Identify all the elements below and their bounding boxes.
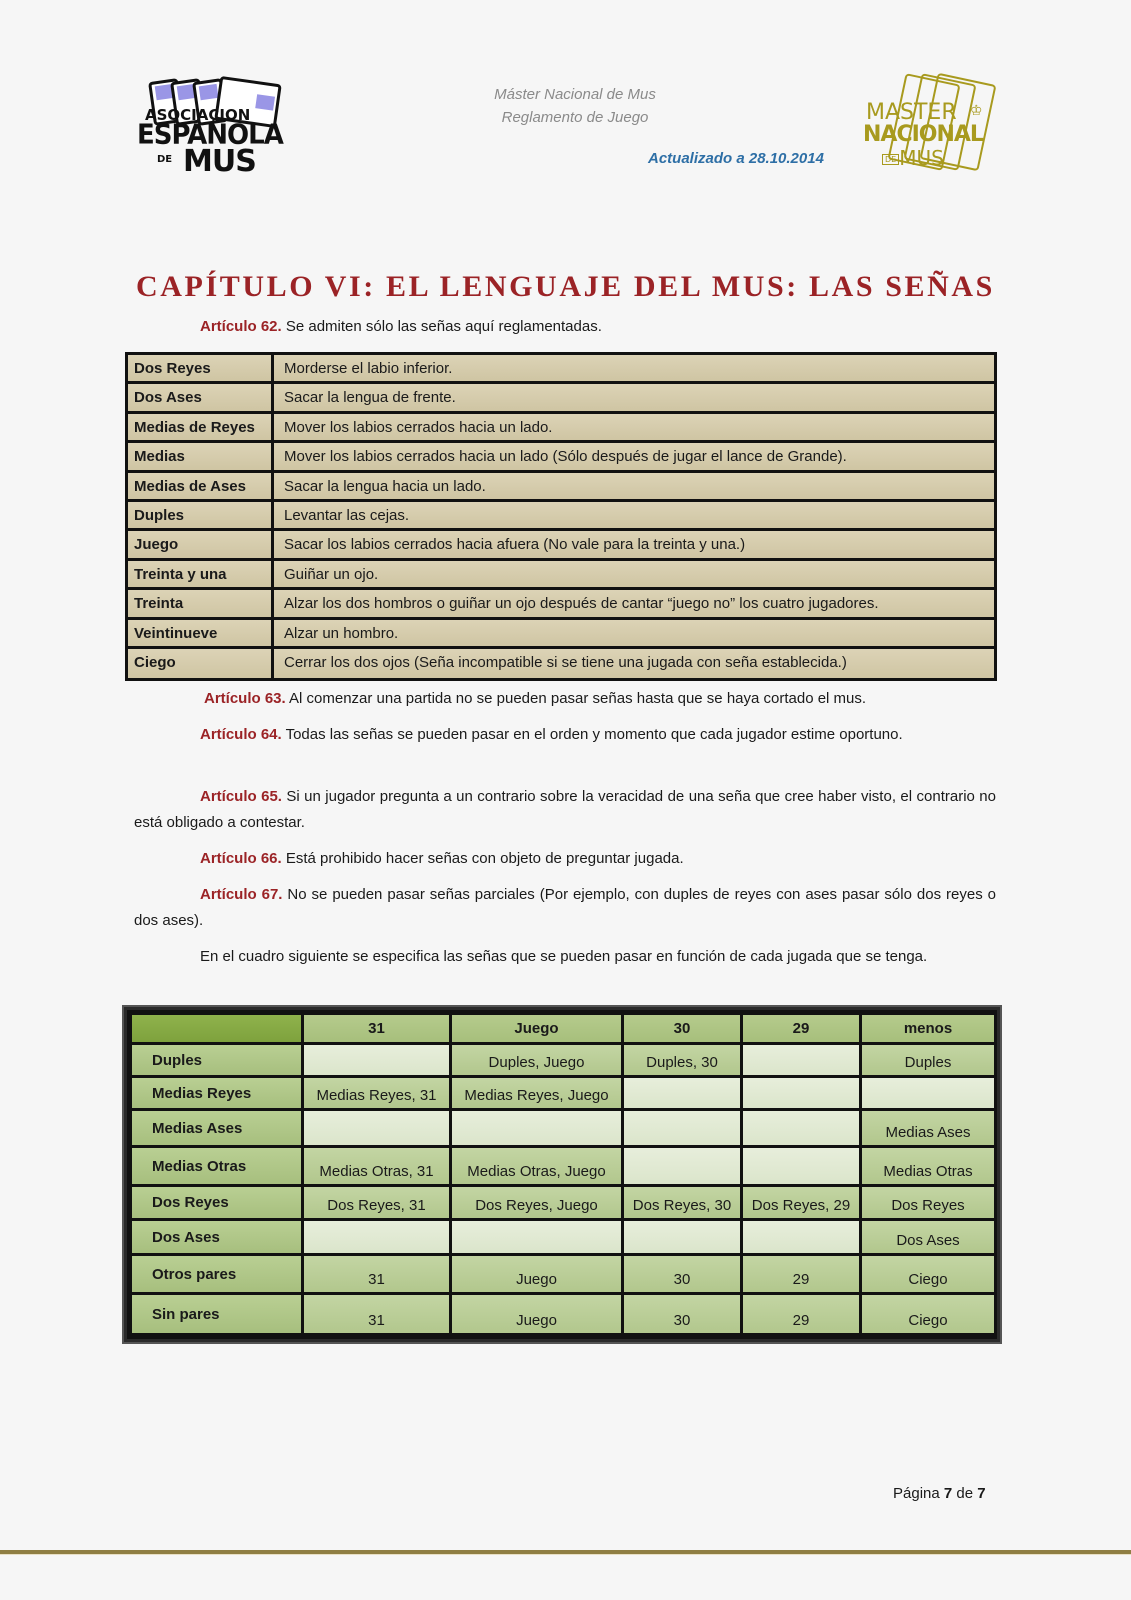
header-title-line2: Reglamento de Juego: [501, 109, 649, 126]
table-row: [128, 620, 994, 649]
article-63: [134, 686, 996, 712]
sign-name: Treinta y una: [128, 561, 274, 587]
sign-description: Mover los labios cerrados hacia un lado (Sólo después de jugar el lance de Grande).: [274, 443, 994, 469]
sign-name: Medias: [128, 443, 274, 469]
logo-text-asociacion: ASOCIACION: [145, 106, 251, 124]
table-row: [128, 531, 994, 560]
table-cell: Duples, Juego: [452, 1045, 624, 1075]
table-row: [132, 1078, 994, 1111]
table-cell: Ciego: [862, 1295, 994, 1333]
sign-name: Dos Reyes: [128, 355, 274, 381]
crown-icon: ♔: [970, 102, 983, 118]
sign-description: Guiñar un ojo.: [274, 561, 994, 587]
article-label: Artículo 65.: [200, 788, 282, 805]
table-cell: 31: [304, 1295, 452, 1333]
table-cell: Duples: [862, 1045, 994, 1075]
article-label: Artículo 67.: [200, 886, 283, 903]
sign-name: Medias de Ases: [128, 473, 274, 499]
table-cell: [624, 1148, 743, 1184]
sign-description: Mover los labios cerrados hacia un lado.: [274, 414, 994, 440]
table-cell: 30: [624, 1256, 743, 1292]
table-row: [132, 1295, 994, 1333]
table-cell: [624, 1078, 743, 1108]
jugadas-table: [132, 1015, 994, 1333]
table-cell: [743, 1045, 862, 1075]
column-header: 29: [743, 1015, 862, 1042]
table-cell: Dos Reyes, 29: [743, 1187, 862, 1218]
table-cell: Dos Reyes, 31: [304, 1187, 452, 1218]
table-cell: [304, 1045, 452, 1075]
table-cell: Ciego: [862, 1256, 994, 1292]
sign-description: Levantar las cejas.: [274, 502, 994, 528]
sign-name: Duples: [128, 502, 274, 528]
table-row: [128, 355, 994, 384]
sign-description: Sacar la lengua de frente.: [274, 384, 994, 410]
table-cell: [624, 1221, 743, 1253]
sign-description: Sacar la lengua hacia un lado.: [274, 473, 994, 499]
logo-text-mus: MUS: [183, 144, 256, 179]
table-row: [128, 384, 994, 413]
article-67: [134, 882, 996, 934]
article-text: No se pueden pasar señas parciales (Por ejemplo, con duples de reyes con ases pasar sólo dos reyes o dos ases).: [134, 886, 996, 929]
table-row: [128, 561, 994, 590]
table-row: [128, 649, 994, 678]
row-label: Otros pares: [132, 1256, 304, 1292]
logo-text-de: DE: [157, 154, 173, 165]
table-cell: 31: [304, 1256, 452, 1292]
table-cell: [452, 1221, 624, 1253]
table-cell: Duples, 30: [624, 1045, 743, 1075]
sign-name: Veintinueve: [128, 620, 274, 646]
row-label: Duples: [132, 1045, 304, 1075]
article-66: [134, 846, 996, 872]
table-cell: [743, 1078, 862, 1108]
logo-text-nacional: NACIONAL: [863, 122, 983, 147]
column-header: Juego: [452, 1015, 624, 1042]
table-cell: [304, 1221, 452, 1253]
sign-description: Alzar un hombro.: [274, 620, 994, 646]
jugadas-table-frame: [122, 1005, 1002, 1344]
table-intro-text: En el cuadro siguiente se especifica las señas que se pueden pasar en función de cada jugada que se tenga.: [200, 948, 928, 965]
table-cell: Medias Reyes, 31: [304, 1078, 452, 1108]
article-label: Artículo 62.: [200, 318, 282, 335]
article-text: Está prohibido hacer señas con objeto de preguntar jugada.: [281, 850, 684, 867]
article-62: [134, 314, 996, 340]
article-text: Al comenzar una partida no se pueden pasar señas hasta que se haya cortado el mus.: [285, 690, 867, 707]
article-label: Artículo 64.: [200, 726, 282, 743]
document-header-title: [440, 83, 710, 129]
row-label: Medias Otras: [132, 1148, 304, 1184]
table-cell: Medias Otras, 31: [304, 1148, 452, 1184]
table-cell: [743, 1111, 862, 1145]
article-65: [134, 784, 996, 836]
table-cell: Juego: [452, 1295, 624, 1333]
sign-description: Sacar los labios cerrados hacia afuera (No vale para la treinta y una.): [274, 531, 994, 557]
table-row: [128, 502, 994, 531]
sign-name: Treinta: [128, 590, 274, 616]
article-label: Artículo 63.: [204, 690, 286, 707]
total-pages: 7: [977, 1485, 986, 1502]
table-row: [132, 1148, 994, 1187]
column-header: 31: [304, 1015, 452, 1042]
table-cell: Medias Otras: [862, 1148, 994, 1184]
table-intro: [134, 944, 996, 970]
table-row: [132, 1256, 994, 1295]
table-cell: Dos Ases: [862, 1221, 994, 1253]
logo-text-master: MASTER: [866, 100, 957, 125]
current-page: 7: [943, 1485, 953, 1502]
table-cell: [452, 1111, 624, 1145]
header-title-line1: Máster Nacional de Mus: [494, 86, 656, 103]
table-cell: 30: [624, 1295, 743, 1333]
row-label: Medias Reyes: [132, 1078, 304, 1108]
row-label: Sin pares: [132, 1295, 304, 1333]
asociacion-espanola-de-mus-logo: [135, 72, 285, 177]
sign-description: Cerrar los dos ojos (Seña incompatible si se tiene una jugada con seña establecida.): [274, 649, 994, 678]
table-cell: Dos Reyes: [862, 1187, 994, 1218]
signs-table: [125, 352, 997, 681]
table-cell: Juego: [452, 1256, 624, 1292]
sign-name: Juego: [128, 531, 274, 557]
table-cell: Medias Otras, Juego: [452, 1148, 624, 1184]
article-64: [134, 722, 996, 748]
table-row: [128, 590, 994, 619]
updated-date: Actualizado a 28.10.2014: [648, 150, 824, 167]
column-header: menos: [862, 1015, 994, 1042]
table-cell: [743, 1221, 862, 1253]
column-header: 30: [624, 1015, 743, 1042]
chapter-title: CAPÍTULO VI: EL LENGUAJE DEL MUS: LAS SEÑAS: [136, 270, 995, 303]
sign-name: Dos Ases: [128, 384, 274, 410]
table-row: [132, 1111, 994, 1148]
row-label: Dos Reyes: [132, 1187, 304, 1218]
table-cell: 29: [743, 1295, 862, 1333]
sign-name: Medias de Reyes: [128, 414, 274, 440]
table-row: [128, 473, 994, 502]
table-header-row: [132, 1015, 994, 1045]
table-row: [132, 1045, 994, 1078]
master-nacional-de-mus-logo: [863, 72, 996, 182]
row-label: Dos Ases: [132, 1221, 304, 1253]
footer-divider: [0, 1550, 1131, 1554]
logo-text-de-mus: DE MUS: [882, 146, 944, 170]
table-cell: 29: [743, 1256, 862, 1292]
table-row: [132, 1187, 994, 1221]
sign-description: Morderse el labio inferior.: [274, 355, 994, 381]
table-cell: [304, 1111, 452, 1145]
table-row: [128, 443, 994, 472]
row-label: Medias Ases: [132, 1111, 304, 1145]
sign-name: Ciego: [128, 649, 274, 678]
article-label: Artículo 66.: [200, 850, 282, 867]
table-cell: Dos Reyes, 30: [624, 1187, 743, 1218]
sign-description: Alzar los dos hombros o guiñar un ojo después de cantar “juego no” los cuatro jugadores.: [274, 590, 994, 616]
table-cell: Dos Reyes, Juego: [452, 1187, 624, 1218]
table-cell: Medias Reyes, Juego: [452, 1078, 624, 1108]
table-cell: [743, 1148, 862, 1184]
page-number: Página 7 de 7: [893, 1485, 986, 1502]
article-text: Si un jugador pregunta a un contrario sobre la veracidad de una seña que cree haber visto, el contrario no está obligado a contestar.: [134, 788, 996, 831]
article-text: Se admiten sólo las señas aquí reglamentadas.: [281, 318, 602, 335]
table-cell: [862, 1078, 994, 1108]
table-row: [132, 1221, 994, 1256]
table-row: [128, 414, 994, 443]
article-text: Todas las señas se pueden pasar en el orden y momento que cada jugador estime oportuno.: [281, 726, 903, 743]
column-header: [132, 1015, 304, 1042]
logo-text-espanola: ESPAÑOLA: [137, 119, 283, 151]
table-cell: Medias Ases: [862, 1111, 994, 1145]
table-cell: [624, 1111, 743, 1145]
